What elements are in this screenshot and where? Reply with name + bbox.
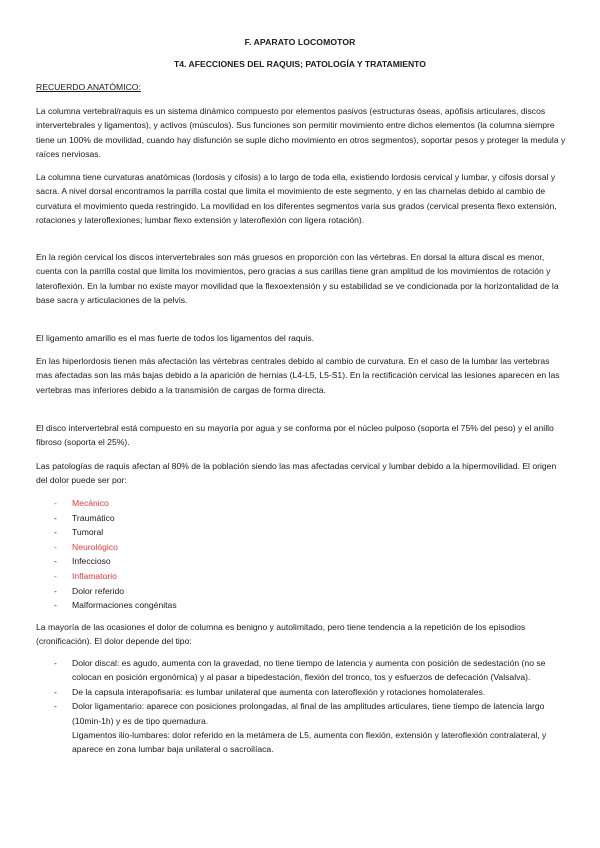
list-item: - Traumático xyxy=(54,511,177,526)
list-item: - Dolor referido xyxy=(54,584,177,599)
pain-type-list xyxy=(54,656,568,757)
list-item xyxy=(54,699,568,757)
list-item: - Inflamatorio xyxy=(54,569,177,584)
paragraph-ligament: El ligamento amarillo es el mas fuerte de todos los ligamentos del raquis. xyxy=(36,333,315,343)
list-item: - Mecánico xyxy=(54,496,177,511)
list-item: - Dolor discal: es agudo, aumenta con la gravedad, no tiene tiempo de latencia y aumenta con posición de sedestación (no se colocan en posición ergonómica) y al pasar a bipedestación, flexión del tronco, tos y esfuerzos de defecación (Valsalva). xyxy=(54,656,568,685)
paragraph-regions: En la región cervical los discos intervertebrales son más gruesos en proporción con las vértebras. En dorsal la altura discal es menor, cuenta con la parrilla costal que limita los movimientos, pero gracias a sus carillas tiene gran amplitud de los movimientos de rotación y lateroflexión. En la lumbar no existe mayor movilidad que la flexoextensión y su estabilidad se ve condicionada por la horizontalidad de la base sacra y articulaciones de la pelvis. xyxy=(36,252,559,306)
paragraph-disc: El disco intervertebral está compuesto en su mayoría por agua y se conforma por el núcleo pulposo (soporta el 75% del peso) y el anillo fibroso (soporta el 25%). xyxy=(36,423,554,448)
paragraph-curvatures: La columna tiene curvaturas anatómicas (lordosis y cifosis) a lo largo de toda ella, existiendo lordosis cervical y lumbar, y cifosis dorsal y sacra. A nivel dorsal encontramos la parrilla costal que limita el movimiento de este segmento, y en las charnelas debido al cambio de curvatura el movimiento queda restringido. La movilidad en los diferentes segmentos varia sus grados (cervical presenta flexo extensión, rotaciones y lateroflexiones; lumbar flexo extensión y lateroflexión con ligera rotación). xyxy=(36,172,557,226)
pain-type-ligament: - Dolor ligamentario: aparece con posiciones prolongadas, al final de las amplitudes articulares, tiene tiempo de latencia largo (10min-1h) y es de tipo quemadura. xyxy=(72,701,545,726)
paragraph-pathologies: Las patologías de raquis afectan al 80% de la población siendo las mas afectadas cervical y lumbar debido a la hipermovilidad. El origen del dolor puede ser por: xyxy=(36,461,557,486)
pain-origin-list xyxy=(54,496,177,613)
list-item: - De la capsula interapofisaria: es lumbar unilateral que aumenta con lateroflexión y rotaciones homolaterales. xyxy=(54,685,568,699)
paragraph-pain-course: La mayoría de las ocasiones el dolor de columna es benigno y autolimitado, pero tiene tendencia a la repetición de los episodios (cronificación). El dolor depende del tipo: xyxy=(36,622,526,647)
pain-type-iliolumbar: Ligamentos ilio-lumbares: dolor referido en la metámera de L5, aumenta con flexión, extensión y lateroflexión contralateral, y aparece en zona lumbar baja unilateral o sacroilíaca. xyxy=(72,730,547,755)
list-item: - Infeccioso xyxy=(54,554,177,569)
section-heading: RECUERDO ANATÓMICO: xyxy=(36,82,141,92)
paragraph-hyperlordosis: En las hiperlordosis tienen más afectación las vértebras centrales debido al cambio de curvatura. En el caso de la lumbar las vertebras mas afectadas son las más bajas debido a la aparición de hernias (L4-L5, L5-S1). En la rectificación cervical las lesiones aparecen en las vertebras mas inferiores debido a la transmisión de cargas de forma directa. xyxy=(36,356,560,395)
list-item: - Tumoral xyxy=(54,525,177,540)
paragraph-intro: La columna vertebral/raquis es un sistema dinámico compuesto por elementos pasivos (estructuras óseas, apófisis articulares, discos intervertebrales y ligamentos), y activos (músculos). Sus funciones son permitir movimiento entre dichos elementos (la columna siempre tiene un 100% de movilidad, cuando hay disfunción se suple dicho movimiento en otros segmentos), soportar pesos y proteger la medula y raíces nerviosas. xyxy=(36,106,566,160)
document-title: F. APARATO LOCOMOTOR xyxy=(244,37,356,47)
list-item: - Neurológico xyxy=(54,540,177,555)
document-subtitle: T4. AFECCIONES DEL RAQUIS; PATOLOGÍA Y TRATAMIENTO xyxy=(174,59,426,69)
list-item: - Malformaciones congénitas xyxy=(54,598,177,613)
